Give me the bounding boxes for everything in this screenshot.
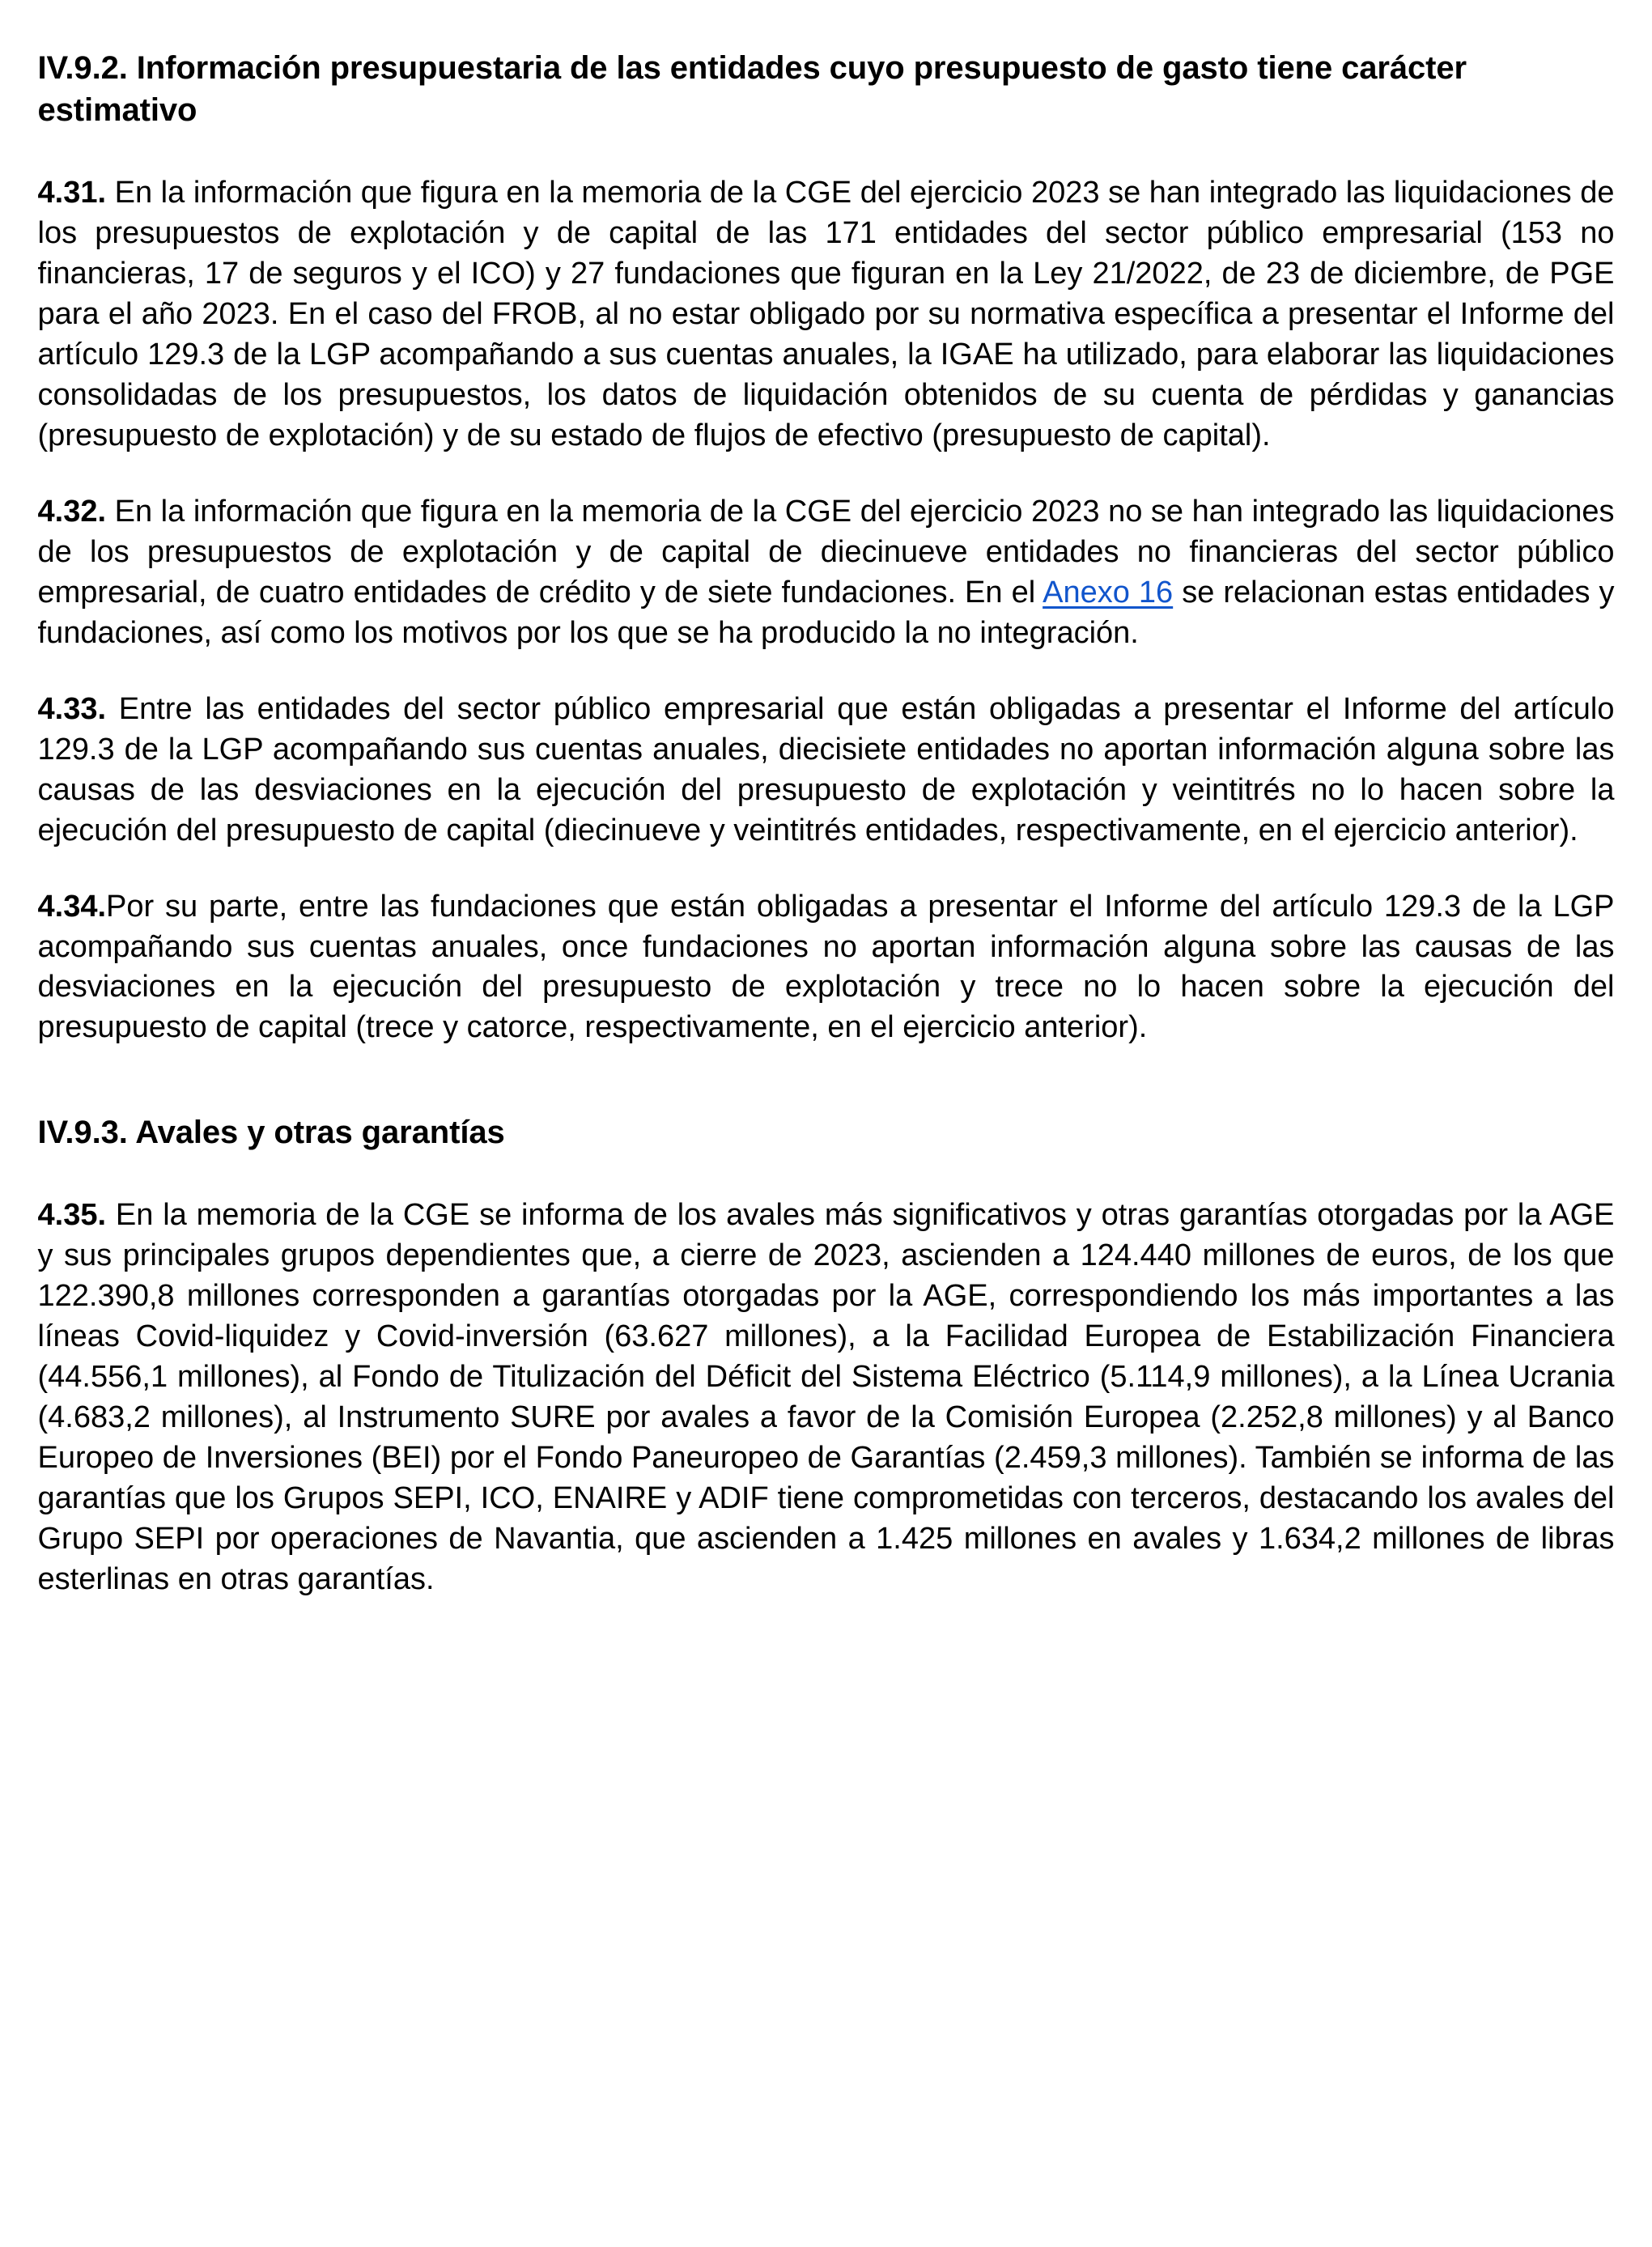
paragraph-text-4-32-after-link: se relacionan estas entidades y fundaciones, así como los motivos por los que se ha producido la no integración.: [37, 575, 1615, 650]
paragraph-4-31: [38, 173, 1615, 457]
paragraph-number-4-31: 4.31.: [37, 176, 107, 210]
document-content: [38, 47, 1615, 1600]
paragraph-number-4-34: 4.34.: [37, 889, 107, 924]
section-heading-iv-9-3: IV.9.3. Avales y otras garantías: [37, 1115, 505, 1151]
paragraph-text-4-34: Por su parte, entre las fundaciones que están obligadas a presentar el Informe del artículo 129.3 de la LGP acompañando sus cuentas anuales, once fundaciones no aportan información alguna sobre las causas de las desviaciones en la ejecución del presupuesto de explotación y trece no lo hacen sobre la ejecución del presupuesto de capital (trece y catorce, respectivamente, en el ejercicio anterior).: [37, 889, 1615, 1045]
paragraph-text-4-33: Entre las entidades del sector público empresarial que están obligadas a presentar el Informe del artículo 129.3 de la LGP acompañando sus cuentas anuales, diecisiete entidades no aportan información alguna sobre las causas de las desviaciones en la ejecución del presupuesto de explotación y veintitrés no lo hacen sobre la ejecución del presupuesto de capital (diecinueve y veintitrés entidades, respectivamente, en el ejercicio anterior).: [37, 691, 1615, 847]
section-heading-iv-9-2: IV.9.2. Información presupuestaria de las entidades cuyo presupuesto de gasto tiene carácter estimativo: [37, 50, 1467, 128]
paragraph-number-4-35: 4.35.: [37, 1198, 107, 1233]
paragraph-text-4-35: En la memoria de la CGE se informa de los avales más significativos y otras garantías otorgadas por la AGE y sus principales grupos dependientes que, a cierre de 2023, ascienden a 124.440 millones de euros, de los que 122.390,8 millones corresponden a garantías otorgadas por la AGE, correspondiendo los más importantes a las líneas Covid-liquidez y Covid-inversión (63.627 millones), a la Facilidad Europea de Estabilización Financiera (44.556,1 millones), al Fondo de Titulización del Déficit del Sistema Eléctrico (5.114,9 millones), a la Línea Ucrania (4.683,2 millones), al Instrumento SURE por avales a favor de la Comisión Europea (2.252,8 millones) y al Banco Europeo de Inversiones (BEI) por el Fondo Paneuropeo de Garantías (2.459,3 millones). También se informa de las garantías que los Grupos SEPI, ICO, ENAIRE y ADIF tiene comprometidas con terceros, destacando los avales del Grupo SEPI por operaciones de Navantia, que ascienden a 1.425 millones en avales y 1.634,2 millones de libras esterlinas en otras garantías.: [37, 1198, 1615, 1597]
paragraph-4-34: [38, 887, 1615, 1049]
paragraph-text-4-31: En la información que figura en la memoria de la CGE del ejercicio 2023 se han integrado las liquidaciones de los presupuestos de explotación y de capital de las 171 entidades del sector público empresarial (153 no financieras, 17 de seguros y el ICO) y 27 fundaciones que figuran en la Ley 21/2022, de 23 de diciembre, de PGE para el año 2023. En el caso del FROB, al no estar obligado por su normativa específica a presentar el Informe del artículo 129.3 de la LGP acompañando a sus cuentas anuales, la IGAE ha utilizado, para elaborar las liquidaciones consolidadas de los presupuestos, los datos de liquidación obtenidos de su cuenta de pérdidas y ganancias (presupuesto de explotación) y de su estado de flujos de efectivo (presupuesto de capital).: [37, 176, 1615, 452]
paragraph-4-33: [38, 690, 1615, 852]
paragraph-number-4-33: 4.33.: [37, 691, 107, 726]
anexo-16-link[interactable]: Anexo 16: [1043, 575, 1174, 610]
paragraph-4-32: [38, 492, 1615, 654]
paragraph-text-4-32-before-link: En la información que figura en la memoria de la CGE del ejercicio 2023 no se han integrado las liquidaciones de los presupuestos de explotación y de capital de diecinueve entidades no financieras del sector público empresarial, de cuatro entidades de crédito y de siete fundaciones. En el: [37, 494, 1615, 610]
paragraph-4-35: [38, 1196, 1615, 1600]
paragraph-number-4-32: 4.32.: [37, 494, 107, 529]
